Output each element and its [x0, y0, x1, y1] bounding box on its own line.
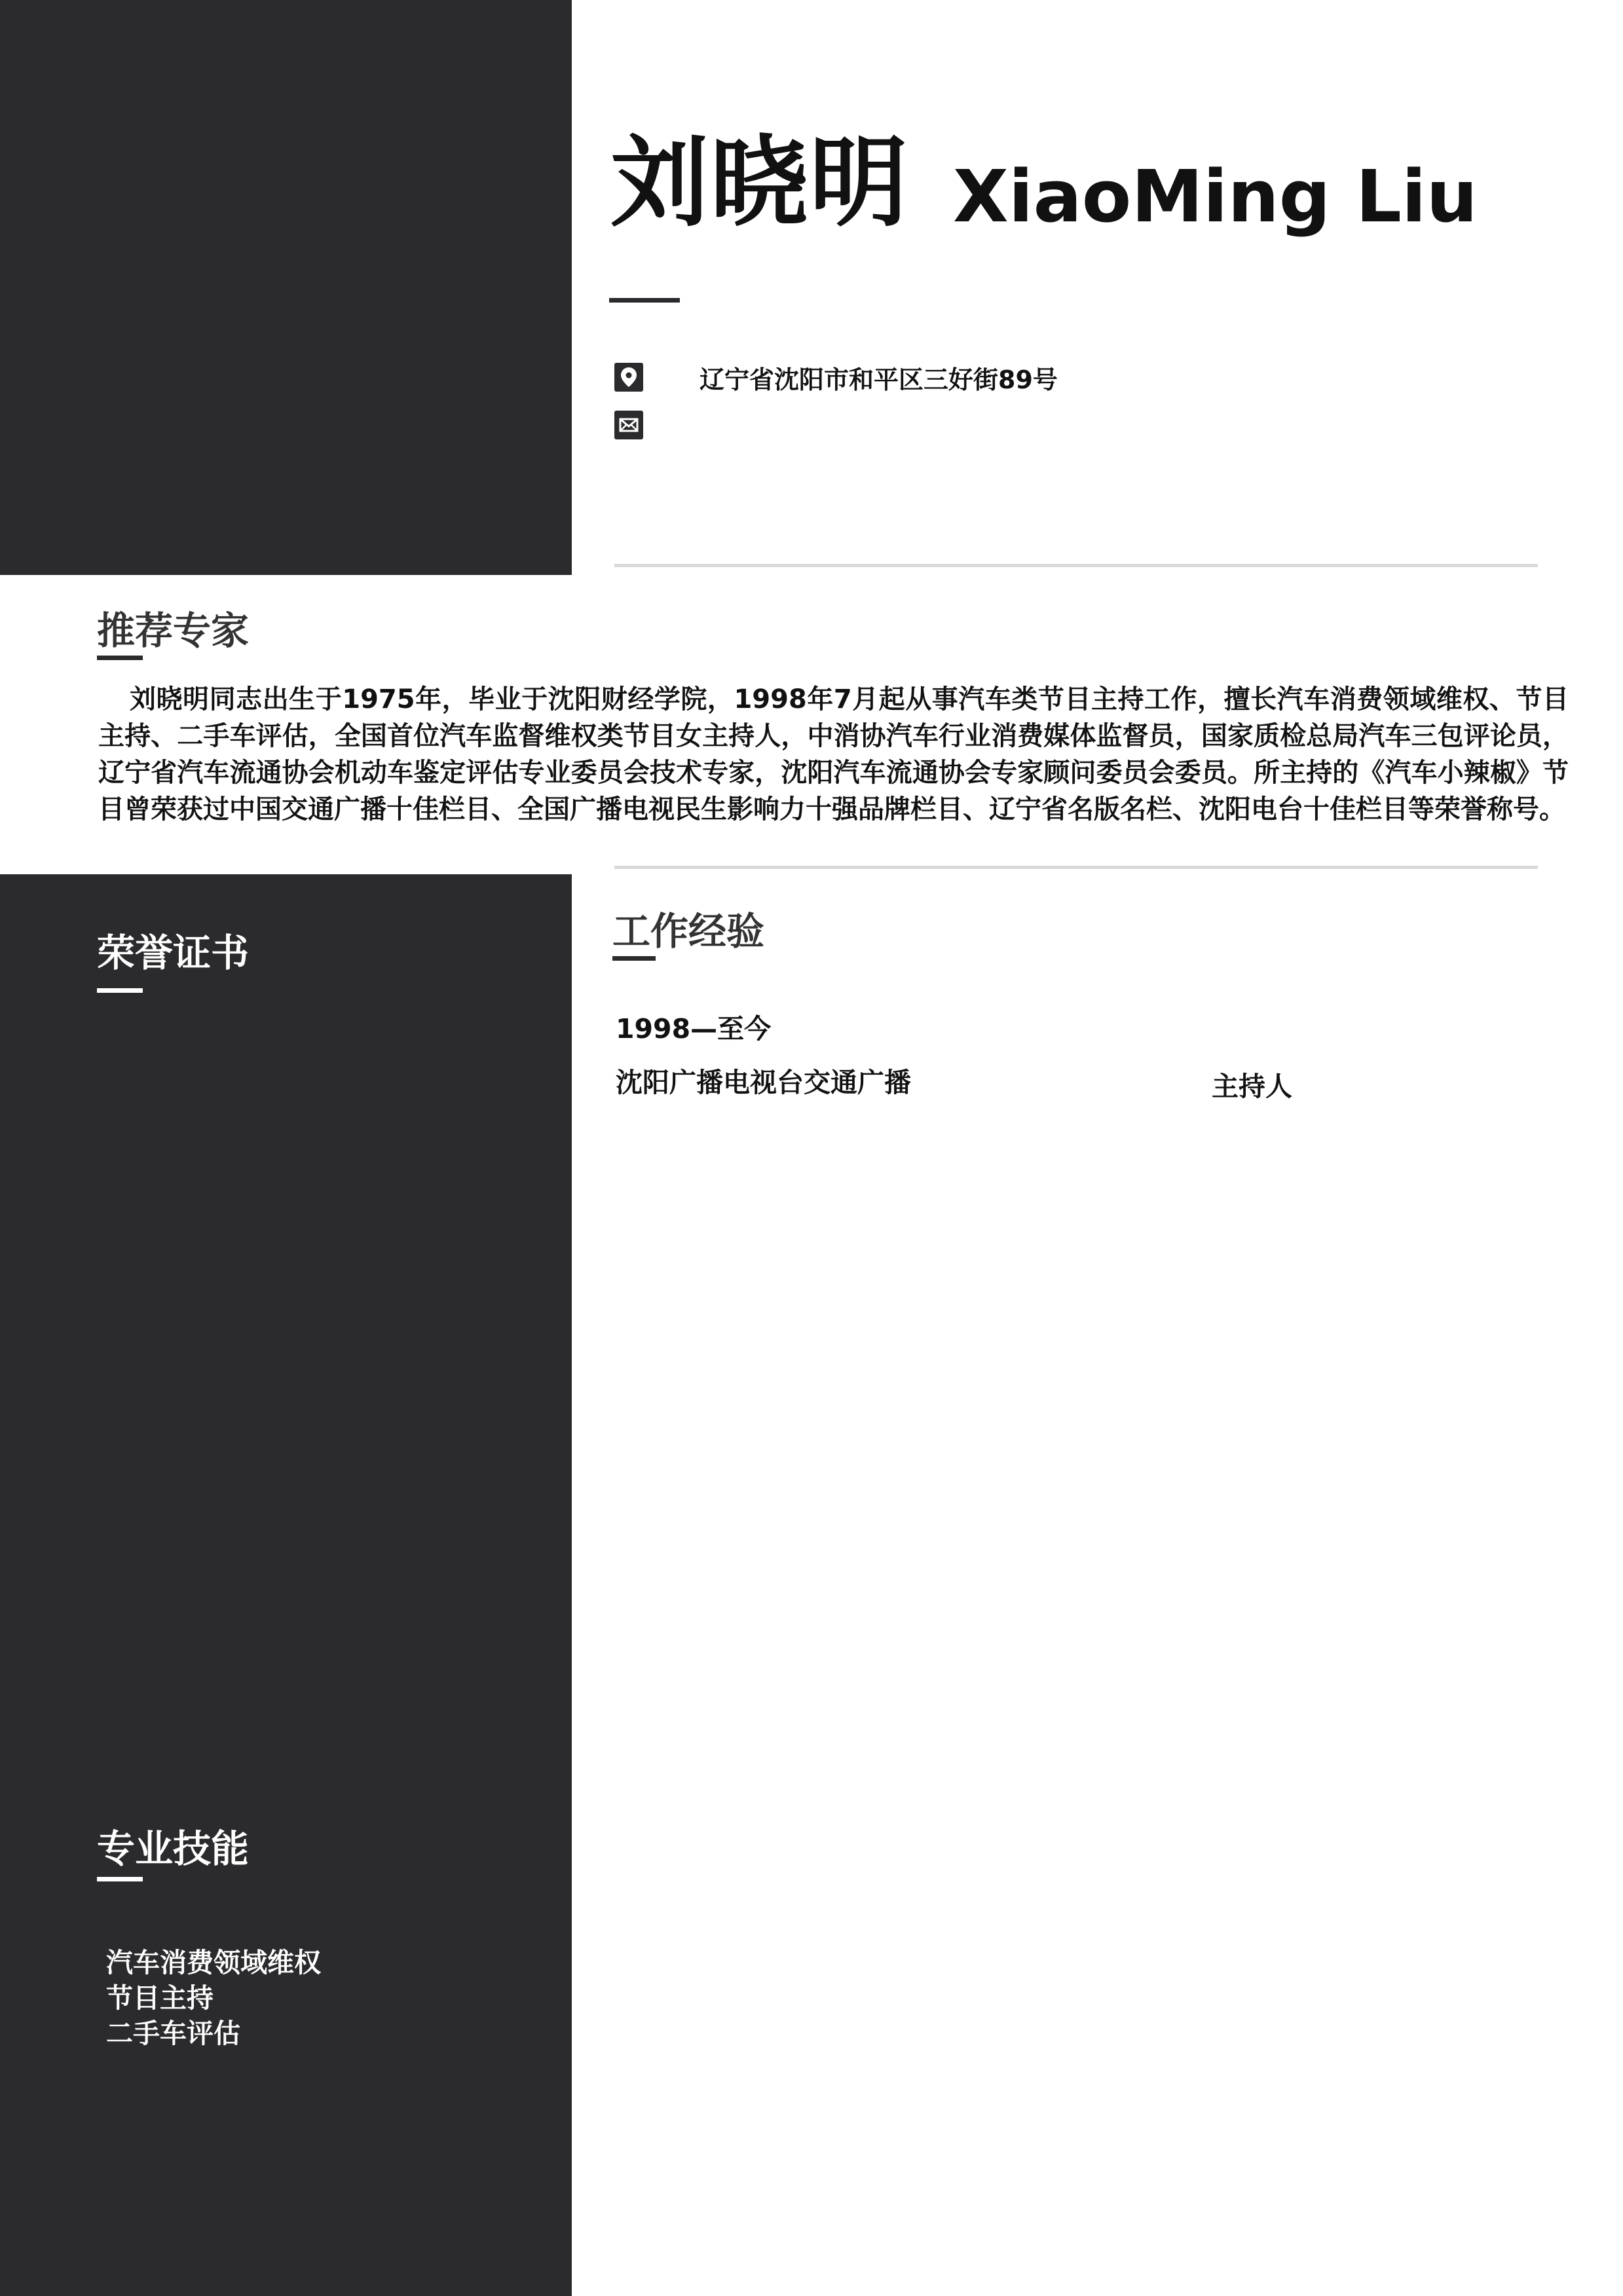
- address-row: [614, 362, 1058, 392]
- work-company: 沈阳广播电视台交通广播: [616, 1067, 911, 1098]
- map-pin-icon: [614, 363, 643, 392]
- header-bottom-rule: [614, 564, 1538, 567]
- honors-title: 荣誉证书: [97, 931, 250, 975]
- recommend-title: 推荐专家: [97, 608, 250, 653]
- envelope-icon: [614, 411, 643, 439]
- work-title-underline: [612, 956, 656, 961]
- email-row: [614, 410, 700, 440]
- honors-title-underline: [97, 988, 143, 993]
- work-period: 1998—至今: [616, 1013, 772, 1045]
- work-role: 主持人: [1212, 1071, 1292, 1102]
- name-chinese: 刘晓明: [610, 126, 910, 240]
- skills-title-underline: [97, 1877, 143, 1881]
- skill-item: 节目主持: [106, 1982, 214, 2014]
- skill-item: 二手车评估: [106, 2018, 240, 2049]
- skill-item: 汽车消费领域维权: [106, 1947, 321, 1978]
- sidebar-top-panel: [0, 0, 572, 575]
- recommend-title-underline: [97, 656, 143, 660]
- name-divider: [609, 298, 680, 303]
- recommend-body: 刘晓明同志出生于1975年，毕业于沈阳财经学院，1998年7月起从事汽车类节目主持工作，擅长汽车消费领域维权、节目主持、二手车评估，全国首位汽车监督维权类节目女主持人，中消协汽车行业消费媒体监督员，国家质检总局汽车三包评论员，辽宁省汽车流通协会机动车鉴定评估专业委员会技术专家，沈阳汽车流通协会专家顾问委员会委员。所主持的《汽车小辣椒》节目曾荣获过中国交通广播十佳栏目、全国广播电视民生影响力十强品牌栏目、辽宁省名版名栏、沈阳电台十佳栏目等荣誉称号。: [98, 684, 1569, 824]
- address-text: 辽宁省沈阳市和平区三好街89号: [700, 365, 1058, 394]
- name-english: XiaoMing Liu: [953, 155, 1478, 238]
- work-title: 工作经验: [612, 909, 765, 954]
- skills-title: 专业技能: [97, 1826, 250, 1871]
- skills-list: [106, 1945, 321, 2051]
- section-divider-rule: [614, 866, 1538, 869]
- sidebar-bottom-panel: [0, 874, 572, 2296]
